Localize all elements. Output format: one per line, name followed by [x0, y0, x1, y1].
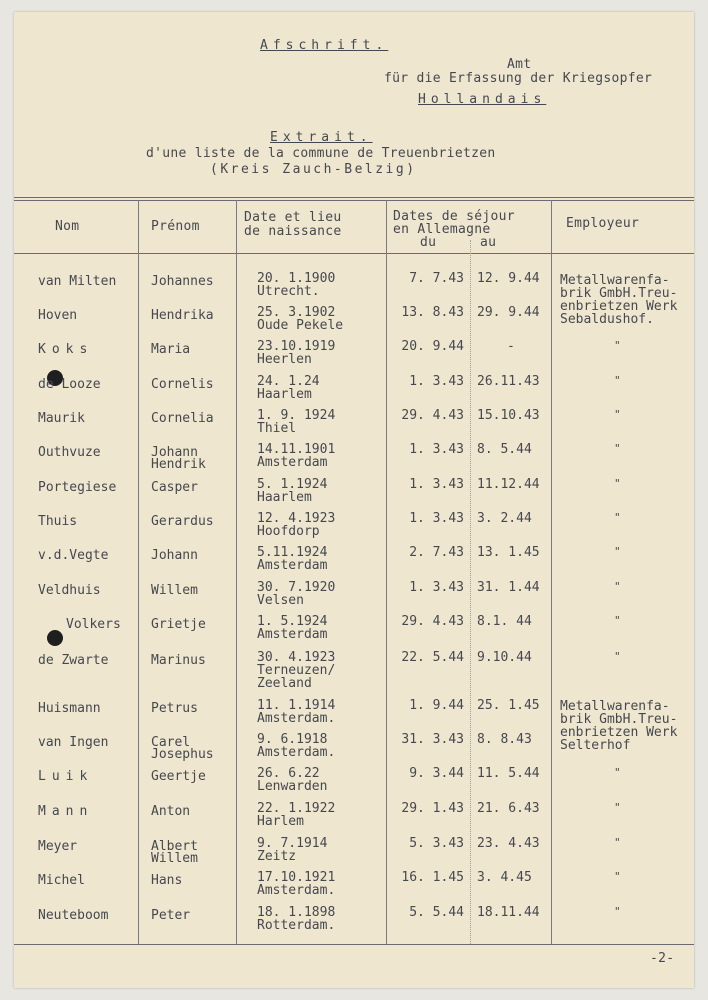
- employer-line: Metallwarenfa-: [560, 273, 670, 288]
- cell-nom: v.d.Vegte: [38, 548, 109, 563]
- column-header-prenom: Prénom: [151, 219, 200, 234]
- cell-date-naissance: 1. 9. 1924: [257, 408, 336, 423]
- cell-date-naissance: 9. 7.1914: [257, 836, 328, 851]
- cell-sejour-au: 15.10.43: [477, 408, 540, 423]
- cell-sejour-au: 8.1. 44: [477, 614, 532, 629]
- cell-prenom: Johann: [151, 548, 198, 563]
- cell-nom: Portegiese: [38, 480, 117, 495]
- cell-nom: Hoven: [38, 308, 78, 323]
- cell-sejour-au: 8. 8.43: [477, 732, 532, 747]
- cell-nom: van Milten: [38, 274, 117, 289]
- cell-lieu-naissance: Harlem: [257, 814, 304, 829]
- cell-nom: Outhvuze: [38, 445, 101, 460]
- cell-lieu-naissance: Amsterdam.: [257, 745, 336, 760]
- column-header-sejour-1: Dates de séjour: [393, 209, 515, 224]
- cell-employeur: ": [614, 650, 621, 663]
- cell-lieu-naissance: Oude Pekele: [257, 318, 344, 333]
- cell-employeur: ": [614, 766, 621, 779]
- cell-sejour-au: 13. 1.45: [477, 545, 540, 560]
- cell-sejour-au: 12. 9.44: [477, 271, 540, 286]
- cell-prenom: Peter: [151, 908, 191, 923]
- cell-employeur: ": [614, 442, 621, 455]
- cell-sejour-du: 31. 3.43: [401, 732, 464, 747]
- table-top-rule: [14, 197, 694, 198]
- cell-date-naissance: 26. 6.22: [257, 766, 320, 781]
- cell-sejour-du: 1. 3.43: [409, 477, 464, 492]
- column-divider: [236, 200, 237, 944]
- cell-employeur: ": [614, 905, 621, 918]
- cell-prenom: Willem: [151, 583, 198, 598]
- cell-lieu-naissance: Zeitz: [257, 849, 297, 864]
- cell-nom: Koks: [38, 342, 94, 357]
- cell-employeur: ": [614, 339, 621, 352]
- extract-title: Extrait.: [270, 130, 373, 145]
- cell-prenom: Petrus: [151, 701, 198, 716]
- cell-sejour-au: 21. 6.43: [477, 801, 540, 816]
- cell-employeur: ": [614, 614, 621, 627]
- cell-sejour-au: 18.11.44: [477, 905, 540, 920]
- column-header-employeur: Employeur: [566, 216, 640, 231]
- office-line-3: Hollandais: [418, 92, 547, 107]
- cell-sejour-au: 3. 4.45: [477, 870, 532, 885]
- cell-prenom: Grietje: [151, 617, 206, 632]
- cell-nom: Luik: [38, 769, 94, 784]
- cell-sejour-au: 11.12.44: [477, 477, 540, 492]
- cell-sejour-au: -: [507, 339, 515, 354]
- cell-lieu-naissance: Utrecht.: [257, 284, 320, 299]
- cell-prenom: Anton: [151, 804, 191, 819]
- cell-date-naissance: 30. 7.1920: [257, 580, 336, 595]
- column-header-du: du: [420, 235, 437, 250]
- cell-sejour-du: 29. 1.43: [401, 801, 464, 816]
- cell-sejour-du: 7. 7.43: [409, 271, 464, 286]
- cell-prenom: Casper: [151, 480, 198, 495]
- cell-nom: Veldhuis: [38, 583, 101, 598]
- cell-date-naissance: 30. 4.1923: [257, 650, 336, 665]
- cell-nom: Thuis: [38, 514, 78, 529]
- cell-nom: Mann: [38, 804, 94, 819]
- column-header-date-lieu-2: de naissance: [244, 224, 342, 239]
- cell-date-naissance: 12. 4.1923: [257, 511, 336, 526]
- cell-lieu-naissance: Amsterdam.: [257, 883, 336, 898]
- employer-line: Selterhof: [560, 738, 631, 753]
- cell-sejour-du: 20. 9.44: [401, 339, 464, 354]
- cell-date-naissance: 24. 1.24: [257, 374, 320, 389]
- cell-sejour-du: 1. 3.43: [409, 442, 464, 457]
- cell-date-naissance: 5. 1.1924: [257, 477, 328, 492]
- cell-sejour-du: 29. 4.43: [401, 408, 464, 423]
- cell-sejour-au: 31. 1.44: [477, 580, 540, 595]
- cell-sejour-du: 5. 3.43: [409, 836, 464, 851]
- cell-sejour-du: 29. 4.43: [401, 614, 464, 629]
- cell-date-naissance: 20. 1.1900: [257, 271, 336, 286]
- cell-lieu-naissance: Hoofdorp: [257, 524, 320, 539]
- cell-nom: Huismann: [38, 701, 101, 716]
- cell-lieu-naissance: Thiel: [257, 421, 297, 436]
- cell-prenom: Hans: [151, 873, 183, 888]
- extract-line-2: (Kreis Zauch-Belzig): [210, 162, 417, 177]
- column-header-au: au: [480, 235, 497, 250]
- column-divider: [386, 200, 387, 944]
- cell-lieu-naissance: Haarlem: [257, 387, 312, 402]
- cell-date-naissance: 25. 3.1902: [257, 305, 336, 320]
- cell-nom: Maurik: [38, 411, 85, 426]
- employer-line: enbrietzen Werk: [560, 299, 678, 314]
- cell-sejour-du: 2. 7.43: [409, 545, 464, 560]
- table-top-rule-2: [14, 200, 694, 201]
- cell-prenom: Geertje: [151, 769, 206, 784]
- column-header-date-lieu-1: Date et lieu: [244, 210, 342, 225]
- header-rule: [14, 253, 694, 254]
- cell-prenom-2: Hendrik: [151, 457, 206, 472]
- cell-sejour-du: 1. 3.43: [409, 511, 464, 526]
- cell-lieu-naissance: Amsterdam.: [257, 711, 336, 726]
- cell-prenom: Maria: [151, 342, 191, 357]
- cell-sejour-au: 26.11.43: [477, 374, 540, 389]
- cell-lieu-naissance: Velsen: [257, 593, 304, 608]
- du-au-divider: [470, 240, 471, 944]
- cell-sejour-au: 29. 9.44: [477, 305, 540, 320]
- cell-sejour-au: 25. 1.45: [477, 698, 540, 713]
- cell-sejour-au: 23. 4.43: [477, 836, 540, 851]
- cell-prenom: Marinus: [151, 653, 206, 668]
- cell-date-naissance: 14.11.1901: [257, 442, 336, 457]
- cell-date-naissance: 18. 1.1898: [257, 905, 336, 920]
- column-divider: [551, 200, 552, 944]
- employer-line: Metallwarenfa-: [560, 699, 670, 714]
- employer-line: Sebaldushof.: [560, 312, 654, 327]
- cell-nom: Neuteboom: [38, 908, 109, 923]
- cell-nom: de Looze: [38, 377, 101, 392]
- cell-lieu-naissance: Lenwarden: [257, 779, 328, 794]
- cell-employeur: ": [614, 580, 621, 593]
- cell-lieu-naissance: Amsterdam: [257, 558, 328, 573]
- cell-nom: van Ingen: [38, 735, 109, 750]
- document-title: Afschrift.: [260, 38, 389, 53]
- cell-prenom: Johannes: [151, 274, 214, 289]
- employer-line: enbrietzen Werk: [560, 725, 678, 740]
- cell-prenom: Carel: [151, 735, 191, 750]
- column-header-nom: Nom: [55, 219, 80, 234]
- cell-sejour-du: 16. 1.45: [401, 870, 464, 885]
- cell-date-naissance: 9. 6.1918: [257, 732, 328, 747]
- cell-date-naissance: 17.10.1921: [257, 870, 336, 885]
- cell-lieu-naissance: Haarlem: [257, 490, 312, 505]
- office-line-1: Amt: [507, 57, 532, 72]
- cell-prenom: Cornelia: [151, 411, 214, 426]
- cell-prenom: Albert: [151, 839, 198, 854]
- cell-lieu-naissance: Heerlen: [257, 352, 312, 367]
- cell-date-naissance: 23.10.1919: [257, 339, 336, 354]
- cell-date-naissance: 1. 5.1924: [257, 614, 328, 629]
- cell-employeur: ": [614, 801, 621, 814]
- cell-employeur: ": [614, 545, 621, 558]
- office-line-2: für die Erfassung der Kriegsopfer: [384, 71, 653, 86]
- cell-sejour-du: 1. 3.43: [409, 374, 464, 389]
- cell-employeur: ": [614, 836, 621, 849]
- cell-nom: Volkers: [66, 617, 121, 632]
- punch-hole: [47, 630, 63, 646]
- cell-nom: Michel: [38, 873, 85, 888]
- cell-prenom-2: Willem: [151, 851, 198, 866]
- cell-sejour-du: 22. 5.44: [401, 650, 464, 665]
- cell-sejour-au: 11. 5.44: [477, 766, 540, 781]
- cell-prenom: Johann: [151, 445, 198, 460]
- cell-employeur: ": [614, 870, 621, 883]
- employer-line: brik GmbH.Treu-: [560, 286, 678, 301]
- table-bottom-rule: [14, 944, 694, 945]
- extract-line-1: d'une liste de la commune de Treuenbrietzen: [146, 146, 496, 161]
- cell-date-naissance: 11. 1.1914: [257, 698, 336, 713]
- cell-nom: de Zwarte: [38, 653, 109, 668]
- cell-sejour-du: 13. 8.43: [401, 305, 464, 320]
- cell-employeur: ": [614, 408, 621, 421]
- cell-lieu-naissance: Amsterdam: [257, 627, 328, 642]
- cell-prenom: Gerardus: [151, 514, 214, 529]
- cell-sejour-du: 9. 3.44: [409, 766, 464, 781]
- cell-sejour-du: 1. 9.44: [409, 698, 464, 713]
- cell-lieu-naissance: Rotterdam.: [257, 918, 336, 933]
- cell-lieu-naissance: Amsterdam: [257, 455, 328, 470]
- cell-lieu-naissance: Terneuzen/: [257, 663, 336, 678]
- column-header-sejour-2: en Allemagne: [393, 222, 491, 237]
- cell-lieu-naissance-2: Zeeland: [257, 676, 312, 691]
- cell-sejour-du: 5. 5.44: [409, 905, 464, 920]
- cell-employeur: ": [614, 477, 621, 490]
- column-divider: [138, 200, 139, 944]
- cell-sejour-au: 8. 5.44: [477, 442, 532, 457]
- cell-nom: Meyer: [38, 839, 78, 854]
- cell-date-naissance: 22. 1.1922: [257, 801, 336, 816]
- cell-prenom: Hendrika: [151, 308, 214, 323]
- cell-employeur: ": [614, 374, 621, 387]
- employer-line: brik GmbH.Treu-: [560, 712, 678, 727]
- cell-employeur: ": [614, 511, 621, 524]
- cell-prenom: Cornelis: [151, 377, 214, 392]
- cell-date-naissance: 5.11.1924: [257, 545, 328, 560]
- cell-sejour-au: 9.10.44: [477, 650, 532, 665]
- cell-sejour-au: 3. 2.44: [477, 511, 532, 526]
- page-number: -2-: [650, 951, 675, 966]
- cell-sejour-du: 1. 3.43: [409, 580, 464, 595]
- cell-prenom-2: Josephus: [151, 747, 214, 762]
